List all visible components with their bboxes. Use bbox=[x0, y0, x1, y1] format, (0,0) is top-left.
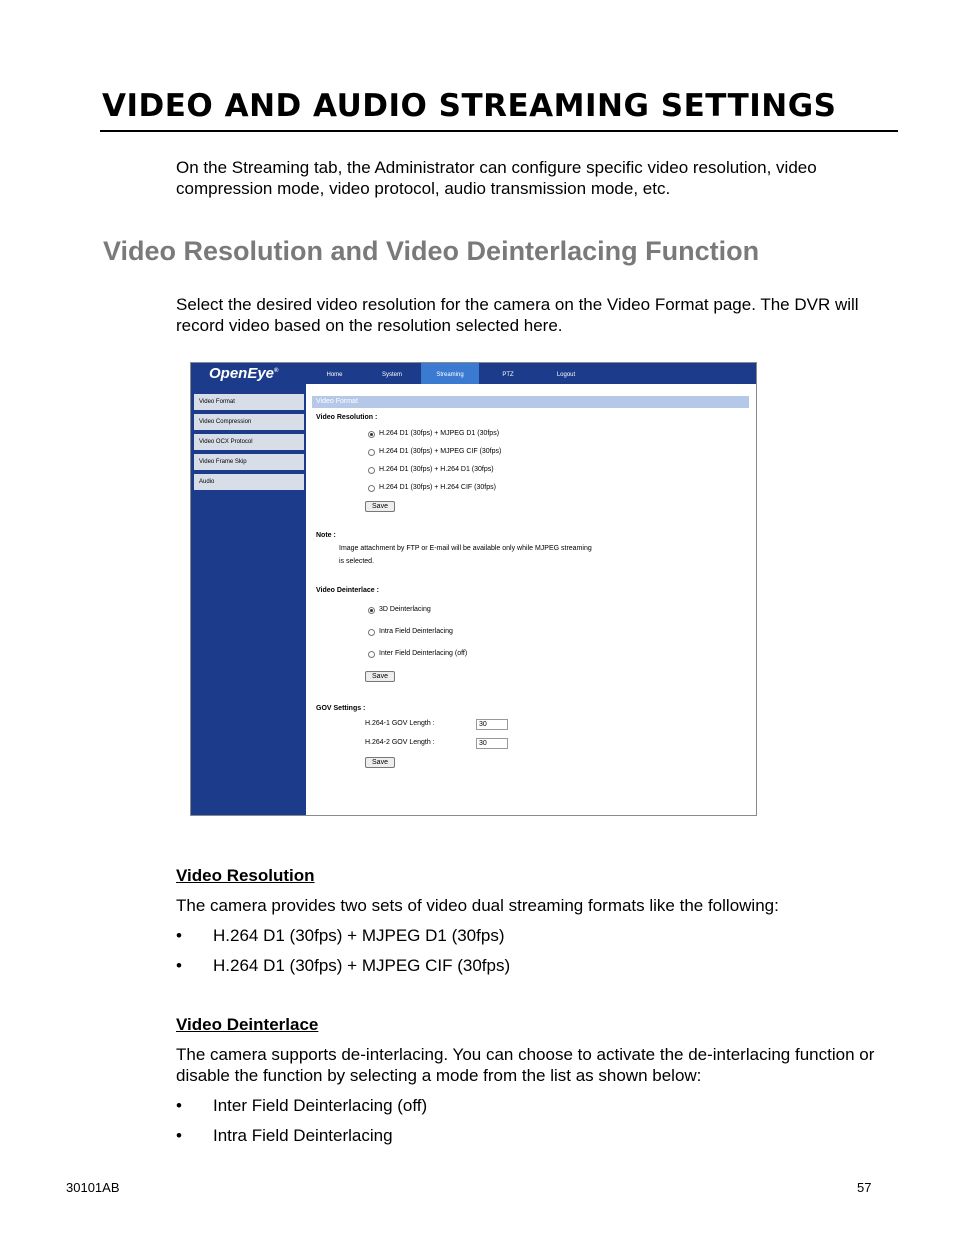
resolution-option-2: H.264 D1 (30fps) + MJPEG CIF (30fps) bbox=[379, 448, 502, 455]
section-title: Video Resolution and Video Deinterlacing Function bbox=[103, 236, 760, 266]
resolution-radio-3[interactable] bbox=[368, 467, 375, 474]
resolution-label: Video Resolution : bbox=[316, 414, 378, 421]
intro-paragraph: On the Streaming tab, the Administrator can configure specific video resolution, video compression mode, video protocol, audio transmission mode, etc. bbox=[176, 158, 817, 198]
sidebar-item-video-frame-skip[interactable]: Video Frame Skip bbox=[194, 454, 304, 470]
screenshot-navbar bbox=[306, 363, 756, 384]
gov1-label: H.264-1 GOV Length : bbox=[365, 720, 435, 727]
deinterlace-radio-3[interactable] bbox=[368, 651, 375, 658]
settings-screenshot bbox=[190, 362, 757, 816]
video-resolution-text: The camera provides two sets of video dual streaming formats like the following: bbox=[176, 896, 779, 915]
footer-page-number: 57 bbox=[857, 1180, 872, 1195]
save-gov-button[interactable]: Save bbox=[365, 757, 395, 768]
resolution-radio-4[interactable] bbox=[368, 485, 375, 492]
deinterlace-option-1: 3D Deinterlacing bbox=[379, 606, 431, 613]
bullet-point: • bbox=[176, 926, 182, 945]
save-deinterlace-button[interactable]: Save bbox=[365, 671, 395, 682]
tab-system[interactable]: System bbox=[381, 372, 402, 378]
deinterlace-option-2: Intra Field Deinterlacing bbox=[379, 628, 453, 635]
bullet-point: • bbox=[176, 1096, 182, 1115]
tab-streaming[interactable]: Streaming bbox=[421, 363, 479, 384]
gov2-label: H.264-2 GOV Length : bbox=[365, 739, 435, 746]
bullet-point: • bbox=[176, 956, 182, 975]
resolution-option-4: H.264 D1 (30fps) + H.264 CIF (30fps) bbox=[379, 484, 496, 491]
gov1-length-input[interactable]: 30 bbox=[476, 719, 508, 730]
page-bar: Video Format bbox=[312, 396, 749, 408]
save-resolution-button[interactable]: Save bbox=[365, 501, 395, 512]
video-resolution-heading: Video Resolution bbox=[176, 866, 315, 885]
page-heading: VIDEO AND AUDIO STREAMING SETTINGS bbox=[102, 88, 837, 124]
list-item-text: Intra Field Deinterlacing bbox=[213, 1126, 393, 1145]
video-deinterlace-text: The camera supports de-interlacing. You can choose to activate the de-interlacing function or disable the function by selecting a mode from the list as shown below: bbox=[176, 1045, 875, 1085]
note-label: Note : bbox=[316, 532, 336, 539]
sidebar-item-video-compression[interactable]: Video Compression bbox=[194, 414, 304, 430]
heading-rule bbox=[100, 130, 898, 132]
sidebar-item-video-ocx-protocol[interactable]: Video OCX Protocol bbox=[194, 434, 304, 450]
deinterlace-label: Video Deinterlace : bbox=[316, 587, 379, 594]
screenshot-sidebar bbox=[191, 363, 306, 815]
deinterlace-radio-1[interactable] bbox=[368, 607, 375, 614]
tab-home[interactable]: Home bbox=[326, 372, 343, 378]
tab-ptz[interactable]: PTZ bbox=[502, 372, 514, 378]
note-line-1: Image attachment by FTP or E-mail will be available only while MJPEG streaming bbox=[339, 545, 592, 552]
deinterlace-option-3: Inter Field Deinterlacing (off) bbox=[379, 650, 468, 657]
list-item-text: Inter Field Deinterlacing (off) bbox=[213, 1096, 428, 1115]
footer-doc-id: 30101AB bbox=[66, 1180, 120, 1195]
resolution-radio-2[interactable] bbox=[368, 449, 375, 456]
deinterlace-radio-2[interactable] bbox=[368, 629, 375, 636]
list-item-text: H.264 D1 (30fps) + MJPEG D1 (30fps) bbox=[213, 926, 505, 945]
resolution-option-3: H.264 D1 (30fps) + H.264 D1 (30fps) bbox=[379, 466, 494, 473]
tab-logout[interactable]: Logout bbox=[556, 372, 576, 378]
gov2-length-input[interactable]: 30 bbox=[476, 738, 508, 749]
note-line-2: is selected. bbox=[339, 558, 375, 565]
video-deinterlace-heading: Video Deinterlace bbox=[176, 1015, 319, 1034]
openeye-logo: OpenEye® bbox=[209, 365, 279, 382]
bullet-point: • bbox=[176, 1126, 182, 1145]
sidebar-item-video-format[interactable]: Video Format bbox=[194, 394, 304, 410]
sidebar-item-audio[interactable]: Audio bbox=[194, 474, 304, 490]
gov-settings-label: GOV Settings : bbox=[316, 705, 366, 712]
section-intro-paragraph: Select the desired video resolution for the camera on the Video Format page. The DVR will record video based on the resolution selected here. bbox=[176, 295, 859, 335]
resolution-option-1: H.264 D1 (30fps) + MJPEG D1 (30fps) bbox=[379, 430, 500, 437]
list-item-text: H.264 D1 (30fps) + MJPEG CIF (30fps) bbox=[213, 956, 511, 975]
resolution-radio-1[interactable] bbox=[368, 431, 375, 438]
screenshot-content bbox=[308, 384, 756, 815]
